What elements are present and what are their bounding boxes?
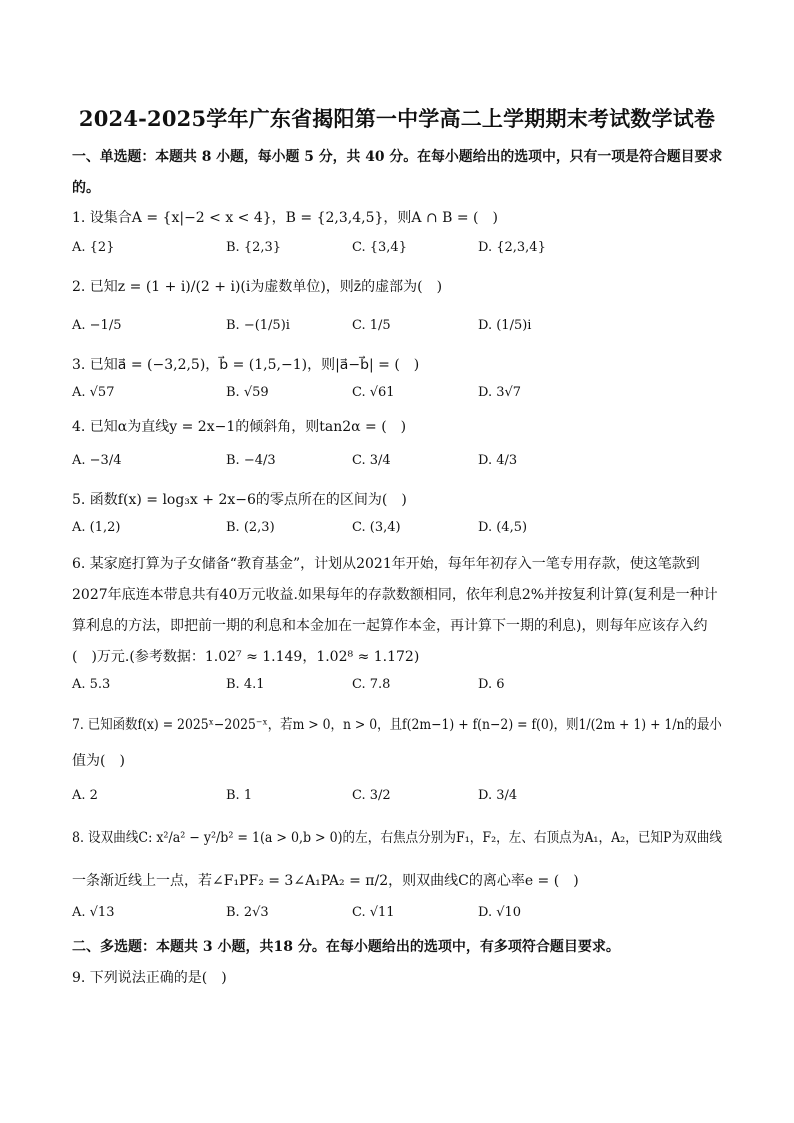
q1-option-c: C. {3,4} — [352, 240, 407, 255]
q3-option-c: C. √61 — [352, 385, 395, 400]
q7-option-b: B. 1 — [226, 788, 253, 803]
q7-option-a: A. 2 — [72, 788, 98, 803]
q5-option-d: D. (4,5) — [478, 520, 528, 535]
q4-option-c: C. 3/4 — [352, 453, 391, 468]
q4-stem: 4. 已知α为直线y = 2x−1的倾斜角，则tan2α = ( ) — [72, 419, 407, 435]
q4-option-b: B. −4/3 — [226, 453, 276, 468]
q8-option-d: D. √10 — [478, 905, 522, 920]
q5-option-b: B. (2,3) — [226, 520, 275, 535]
q6-option-b: B. 4.1 — [226, 677, 265, 692]
q8-stem-line1: 8. 设双曲线C: x²/a² − y²/b² = 1(a > 0,b > 0)的左，右焦点分别为F₁，F₂，左、右顶点为A₁，A₂，已知P为双曲线 — [72, 830, 722, 846]
q2-option-c: C. 1/5 — [352, 318, 391, 333]
q3-option-b: B. √59 — [226, 385, 269, 400]
q9-stem: 9. 下列说法正确的是( ) — [72, 970, 227, 986]
q6-option-c: C. 7.8 — [352, 677, 391, 692]
section1-heading-line1: 一、单选题：本题共 8 小题，每小题 5 分，共 40 分。在每小题给出的选项中，只有一项是符合题目要求 — [72, 149, 723, 165]
q7-stem-line1: 7. 已知函数f(x) = 2025ˣ−2025⁻ˣ，若m > 0，n > 0，且f(2m−1) + f(n−2) = f(0)，则1/(2m + 1) + 1/n的最小 — [72, 717, 722, 733]
q3-stem: 3. 已知a⃗ = (−3,2,5)，b⃗ = (1,5,−1)，则|a⃗−b⃗| = ( ) — [72, 357, 420, 373]
q5-option-a: A. (1,2) — [72, 520, 121, 535]
section1-heading-line2: 的。 — [72, 180, 100, 196]
section2-heading: 二、多选题：本题共 3 小题，共18 分。在每小题给出的选项中，有多项符合题目要求。 — [72, 939, 620, 955]
q4-option-d: D. 4/3 — [478, 453, 518, 468]
page-title: 2024-2025学年广东省揭阳第一中学高二上学期期末考试数学试卷 — [78, 106, 716, 131]
q6-option-d: D. 6 — [478, 677, 505, 692]
q8-option-b: B. 2√3 — [226, 905, 269, 920]
q6-stem-line4: ( )万元.(参考数据：1.02⁷ ≈ 1.149，1.02⁸ ≈ 1.172) — [72, 649, 420, 665]
q3-option-d: D. 3√7 — [478, 385, 522, 400]
q2-option-d: D. (1/5)i — [478, 318, 532, 333]
q1-option-b: B. {2,3} — [226, 240, 282, 255]
q1-option-d: D. {2,3,4} — [478, 240, 546, 255]
q6-stem-line1: 6. 某家庭打算为子女储备“教育基金”，计划从2021年开始，每年年初存入一笔专用存款，使这笔款到 — [72, 556, 700, 572]
q2-stem: 2. 已知z = (1 + i)/(2 + i)(i为虚数单位)，则z̄的虚部为( ) — [72, 279, 443, 295]
q6-option-a: A. 5.3 — [72, 677, 111, 692]
q7-stem-line2: 值为( ) — [72, 753, 125, 769]
q1-option-a: A. {2} — [72, 240, 115, 255]
q2-option-b: B. −(1/5)i — [226, 318, 290, 333]
q6-stem-line2: 2027年底连本带息共有40万元收益.如果每年的存款数额相同，依年利息2%并按复利计算(复利是一种计 — [72, 587, 718, 603]
q5-option-c: C. (3,4) — [352, 520, 401, 535]
q6-stem-line3: 算利息的方法，即把前一期的利息和本金加在一起算作本金，再计算下一期的利息)，则每年应该存入约 — [72, 618, 708, 634]
q8-option-a: A. √13 — [72, 905, 115, 920]
q5-stem: 5. 函数f(x) = log₃x + 2x−6的零点所在的区间为( ) — [72, 492, 407, 508]
q2-option-a: A. −1/5 — [72, 318, 122, 333]
q3-option-a: A. √57 — [72, 385, 115, 400]
q4-option-a: A. −3/4 — [72, 453, 122, 468]
q1-stem: 1. 设集合A = {x|−2 < x < 4}，B = {2,3,4,5}，则A ∩ B = ( ) — [72, 210, 498, 226]
q8-option-c: C. √11 — [352, 905, 395, 920]
q7-option-c: C. 3/2 — [352, 788, 391, 803]
q8-stem-line2: 一条渐近线上一点，若∠F₁PF₂ = 3∠A₁PA₂ = π/2，则双曲线C的离心率e = ( ) — [72, 873, 579, 889]
q7-option-d: D. 3/4 — [478, 788, 518, 803]
